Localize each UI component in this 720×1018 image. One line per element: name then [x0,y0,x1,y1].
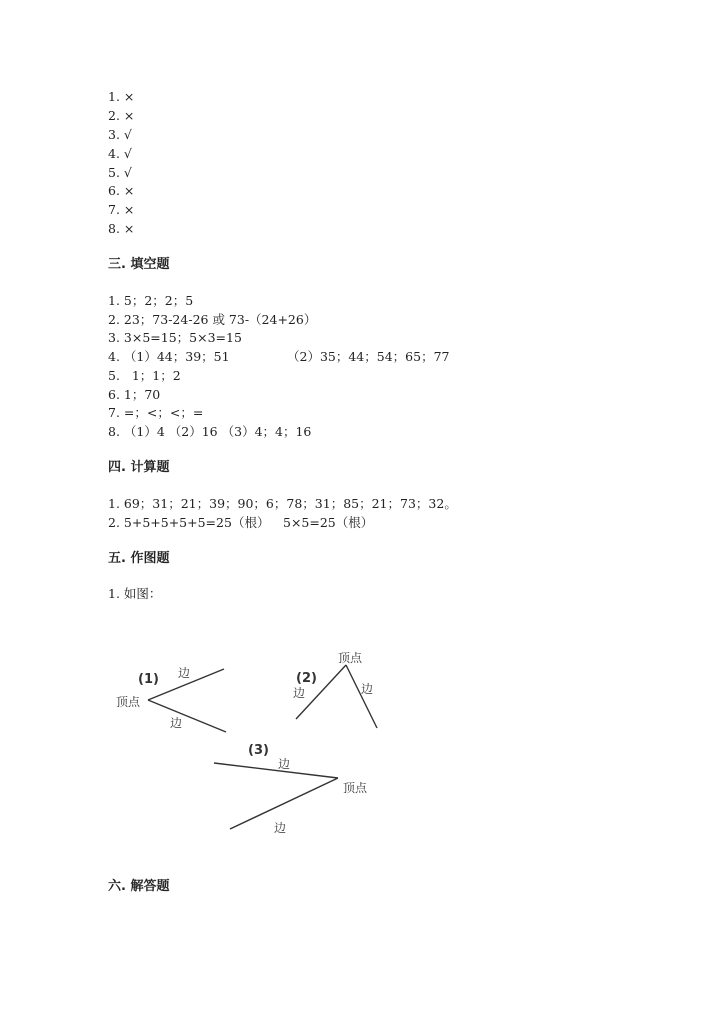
section-6-title: 六. 解答题 [108,879,170,894]
answer-line-7: 7. × [108,202,135,217]
calc-answer-1: 1. 69；31；21；39；90；6；78；31；85；21；73；32。 [108,496,457,511]
fill-answer-5: 5. 1；1；2 [108,368,181,383]
fill-answer-2: 2. 23；73-24-26 或 73-（24+26） [108,312,317,327]
section-5-title: 五. 作图题 [108,551,170,566]
angle-2-side-right [346,665,377,728]
angle-2-side-right-label: 边 [361,682,374,696]
angle-3-side-bottom-label: 边 [274,821,287,835]
angle-3-number: (3) [248,743,269,758]
drawing-answer-1: 1. 如图： [108,586,162,601]
fill-answer-3: 3. 3×5=15；5×3=15 [108,330,242,345]
fill-answer-7: 7. =；<；<；= [108,405,204,420]
angle-figures [100,630,400,840]
answer-line-5: 5. √ [108,165,132,180]
angle-1-side-bottom-label: 边 [170,716,183,730]
angle-3-vertex-label: 顶点 [343,781,368,795]
angle-2-side-left-label: 边 [293,686,306,700]
angle-3 [214,743,368,835]
fill-answer-1: 1. 5；2；2；5 [108,293,194,308]
fill-answer-4: 4. （1）44；39；51 [108,349,230,364]
answer-line-1: 1. × [108,89,135,104]
calc-answer-2: 2. 5+5+5+5+5=25（根） [108,515,270,530]
answer-line-6: 6. × [108,183,135,198]
calc-answer-2-part-2: 5×5=25（根） [283,515,374,530]
angle-1-side-bottom [148,700,226,732]
angle-3-side-top [214,763,338,778]
fill-answer-8: 8. （1）4 （2）16 （3）4；4；16 [108,424,312,439]
angle-1 [116,665,226,732]
angle-1-number: (1) [138,672,159,687]
angle-1-vertex-label: 顶点 [116,695,141,709]
angle-3-side-top-label: 边 [278,757,291,771]
answer-line-8: 8. × [108,221,135,236]
angle-2 [293,650,377,728]
angle-2-vertex-label: 顶点 [338,651,363,665]
fill-answer-6: 6. 1；70 [108,387,161,402]
section-4-title: 四. 计算题 [108,460,170,475]
fill-answer-4-part-2: （2）35；44；54；65；77 [287,349,450,364]
angle-2-number: (2) [296,671,317,686]
answer-line-4: 4. √ [108,146,132,161]
section-3-title: 三. 填空题 [108,257,170,272]
angle-1-side-top-label: 边 [178,666,191,680]
answer-line-3: 3. √ [108,127,132,142]
answer-line-2: 2. × [108,108,135,123]
